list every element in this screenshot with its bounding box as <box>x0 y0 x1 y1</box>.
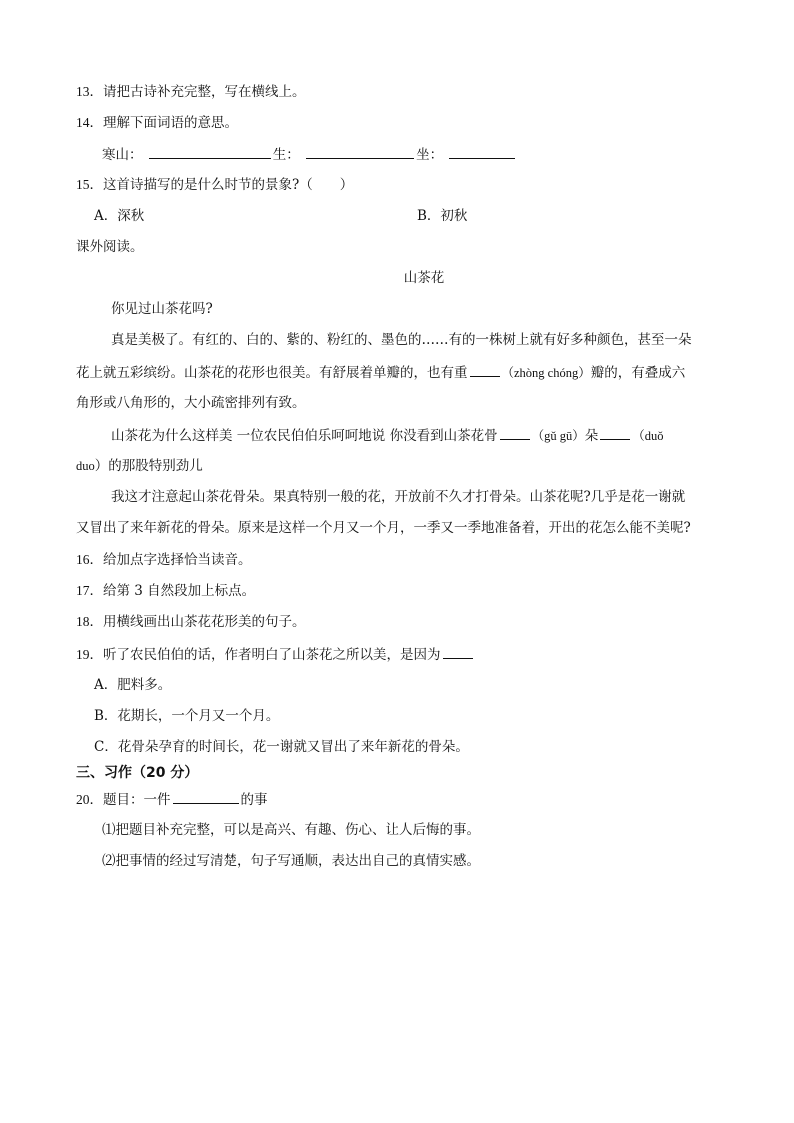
question-15-option-a[interactable]: A．深秋 <box>94 208 145 224</box>
question-13: 13．请把古诗补充完整，写在横线上。 <box>76 84 306 100</box>
question-19-option-b[interactable]: B．花期长，一个月又一个月。 <box>94 708 280 724</box>
question-19-option-a[interactable]: A．肥料多。 <box>94 677 172 693</box>
answer-blank[interactable] <box>443 644 473 659</box>
question-19-option-c[interactable]: C．花骨朵孕育的时间长，花一谢就又冒出了来年新花的骨朵。 <box>94 739 469 755</box>
question-20: 20．题目：一件 的事 <box>76 789 268 810</box>
section-label-reading: 课外阅读。 <box>76 239 144 255</box>
answer-blank[interactable] <box>449 144 515 159</box>
answer-blank[interactable] <box>500 425 530 440</box>
question-19: 19．听了农民伯伯的话，作者明白了山茶花之所以美，是因为 <box>76 644 475 665</box>
passage-paragraph-4-line-2: 又冒出了来年新花的骨朵。原来是这样一个月又一个月，一季又一季地准备着，开出的花怎么能不美呢? <box>76 520 691 536</box>
passage-paragraph-3-line-2: duo）的那股特别劲儿 <box>76 458 203 474</box>
question-14-terms: 寒山： 生： 坐： <box>102 144 517 165</box>
question-15: 15．这首诗描写的是什么时节的景象?（ ） <box>76 177 354 193</box>
passage-paragraph-3-line-1: 山茶花为什么这样美 一位农民伯伯乐呵呵地说 你没看到山茶花骨 （gǔ gū）朵 （duǒ <box>111 425 664 446</box>
question-20-requirement-1: ⑴把题目补充完整，可以是高兴、有趣、伤心、让人后悔的事。 <box>102 822 480 838</box>
question-18: 18．用横线画出山茶花花形美的句子。 <box>76 614 306 630</box>
passage-paragraph-2-line-3: 角形或八角形的，大小疏密排列有致。 <box>76 395 306 411</box>
answer-blank[interactable] <box>149 144 271 159</box>
answer-blank[interactable] <box>470 362 500 377</box>
answer-blank[interactable] <box>600 425 630 440</box>
passage-paragraph-1: 你见过山茶花吗? <box>111 301 213 317</box>
question-14: 14．理解下面词语的意思。 <box>76 115 238 131</box>
passage-paragraph-2-line-2: 花上就五彩缤纷。山茶花的花形也很美。有舒展着单瓣的，也有重 （zhòng chóng）瓣的，有叠成六 <box>76 362 685 383</box>
passage-paragraph-4-line-1: 我这才注意起山茶花骨朵。果真特别一般的花，开放前不久才打骨朵。山茶花呢?几乎是花一谢就 <box>111 489 686 505</box>
question-20-requirement-2: ⑵把事情的经过写清楚，句子写通顺，表达出自己的真情实感。 <box>102 853 480 869</box>
section-3-heading: 三、习作（20 分） <box>76 765 199 781</box>
question-15-option-b[interactable]: B．初秋 <box>417 208 468 224</box>
passage-paragraph-2-line-1: 真是美极了。有红的、白的、紫的、粉红的、墨色的……有的一株树上就有好多种颜色，甚至一朵 <box>111 332 692 348</box>
passage-title: 山茶花 <box>403 270 445 286</box>
answer-blank[interactable] <box>306 144 414 159</box>
answer-blank[interactable] <box>173 789 239 804</box>
question-17: 17．给第 3 自然段加上标点。 <box>76 583 256 599</box>
question-16: 16．给加点字选择恰当读音。 <box>76 552 252 568</box>
